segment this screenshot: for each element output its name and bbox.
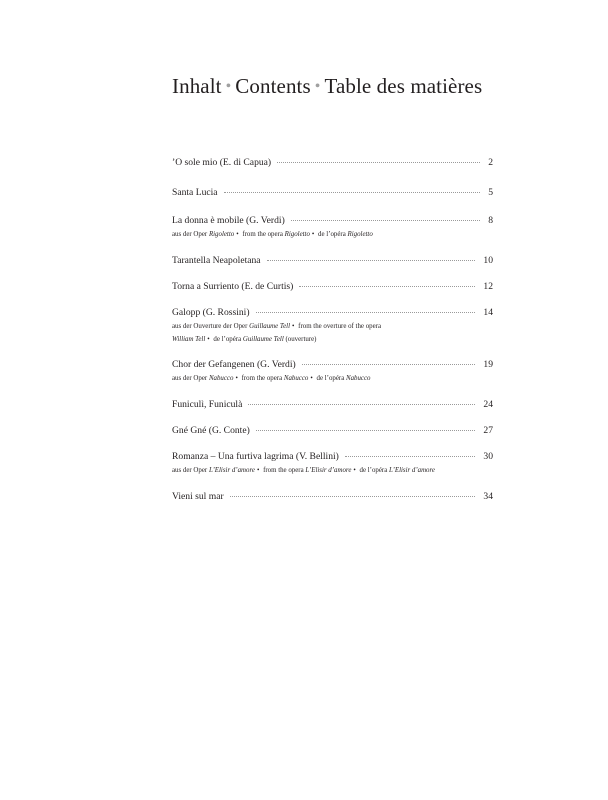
entry-title: La donna è mobile (G. Verdi) (172, 215, 285, 226)
dot-leader (291, 220, 480, 221)
entry-page: 2 (488, 157, 493, 168)
bullet: • (310, 375, 313, 382)
sub-text: aus der Oper (172, 231, 209, 238)
toc-entry (172, 186, 493, 200)
toc-entry (172, 398, 493, 412)
sub-italic: L’Elisir d’amore (208, 467, 255, 474)
sub-italic: Guillaume Tell (242, 336, 284, 343)
entry-title: Vieni sul mar (172, 491, 224, 502)
sub-text: (ouverture) (283, 336, 317, 343)
sub-italic: Rigoletto (284, 231, 310, 238)
entry-title: Galopp (G. Rossini) (172, 307, 250, 318)
entry-title: Torna a Surriento (E. de Curtis) (172, 281, 294, 292)
entry-title: Gné Gné (G. Conte) (172, 425, 250, 436)
dot-leader (256, 430, 476, 431)
dot-leader (345, 456, 476, 457)
entry-page: 5 (488, 187, 493, 198)
entry-page: 8 (488, 215, 493, 226)
toc-entry (172, 424, 493, 438)
entry-subtitle (172, 464, 493, 477)
dot-leader (277, 162, 480, 163)
dot-leader (299, 286, 475, 287)
sub-italic: L’Elisir d’amore (305, 467, 352, 474)
entry-page: 10 (483, 255, 493, 266)
bullet: • (235, 375, 238, 382)
title-contents: Contents (235, 74, 311, 98)
title-inhalt: Inhalt (172, 74, 222, 98)
sub-text: de l’opéra (211, 336, 243, 343)
entry-page: 34 (483, 491, 493, 502)
bullet: • (292, 323, 295, 330)
entry-page: 12 (483, 281, 493, 292)
bullet: • (311, 231, 315, 238)
entry-page: 14 (483, 307, 493, 318)
dot-leader (302, 364, 476, 365)
toc-entry (172, 280, 493, 294)
entry-subtitle (172, 228, 493, 241)
entry-page: 27 (483, 425, 493, 436)
sub-italic: L’Elisir d’amore (388, 467, 435, 474)
sub-text: aus der Oper (172, 467, 209, 474)
sub-text: from the opera (261, 467, 306, 474)
dot-leader (248, 404, 475, 405)
entry-title: Funiculì, Funiculà (172, 399, 243, 410)
bullet: • (256, 467, 260, 474)
title-table-des-matieres: Table des matières (324, 74, 483, 98)
entry-subtitle (172, 320, 493, 333)
sub-italic: Rigoletto (208, 231, 235, 238)
bullet: • (236, 231, 239, 238)
entry-subtitle (172, 333, 493, 346)
page-title (172, 74, 482, 99)
toc-entry (172, 490, 493, 504)
sub-italic: Nabucco (208, 375, 234, 382)
toc-entry (172, 358, 493, 385)
sub-text: from the opera (240, 231, 285, 238)
table-of-contents (172, 156, 493, 518)
sub-italic: William Tell (172, 336, 206, 343)
dot-leader (230, 496, 476, 497)
dot-leader (267, 260, 476, 261)
toc-entry (172, 214, 493, 241)
entry-title: Santa Lucia (172, 187, 218, 198)
toc-entry (172, 306, 493, 346)
bullet: • (353, 467, 356, 474)
toc-entry (172, 450, 493, 477)
sub-text: de l’opéra (357, 467, 389, 474)
sub-text: from the opera (239, 375, 284, 382)
sub-italic: Nabucco (283, 375, 309, 382)
dot-leader (256, 312, 476, 313)
dot-leader (224, 192, 481, 193)
toc-entry (172, 254, 493, 268)
bullet: • (207, 336, 210, 343)
entry-page: 24 (483, 399, 493, 410)
entry-title: Romanza – Una furtiva lagrima (V. Bellini) (172, 451, 339, 462)
sub-text: de l’opéra (314, 375, 346, 382)
sub-text: de l’opéra (316, 231, 348, 238)
sub-text: aus der Oper (172, 375, 209, 382)
sub-italic: Rigoletto (347, 231, 373, 238)
sub-italic: Nabucco (345, 375, 371, 382)
entry-title: ’O sole mio (E. di Capua) (172, 157, 272, 168)
entry-page: 19 (483, 359, 493, 370)
entry-subtitle (172, 372, 493, 385)
title-separator: • (314, 78, 321, 95)
title-separator: • (225, 78, 232, 95)
entry-title: Chor der Gefangenen (G. Verdi) (172, 359, 296, 370)
sub-italic: Guillaume Tell (249, 323, 291, 330)
entry-title: Tarantella Neapoletana (172, 255, 261, 266)
sub-text: aus der Ouverture der Oper (172, 323, 250, 330)
sub-text: from the overture of the opera (296, 323, 382, 330)
entry-page: 30 (483, 451, 493, 462)
toc-entry (172, 156, 493, 170)
